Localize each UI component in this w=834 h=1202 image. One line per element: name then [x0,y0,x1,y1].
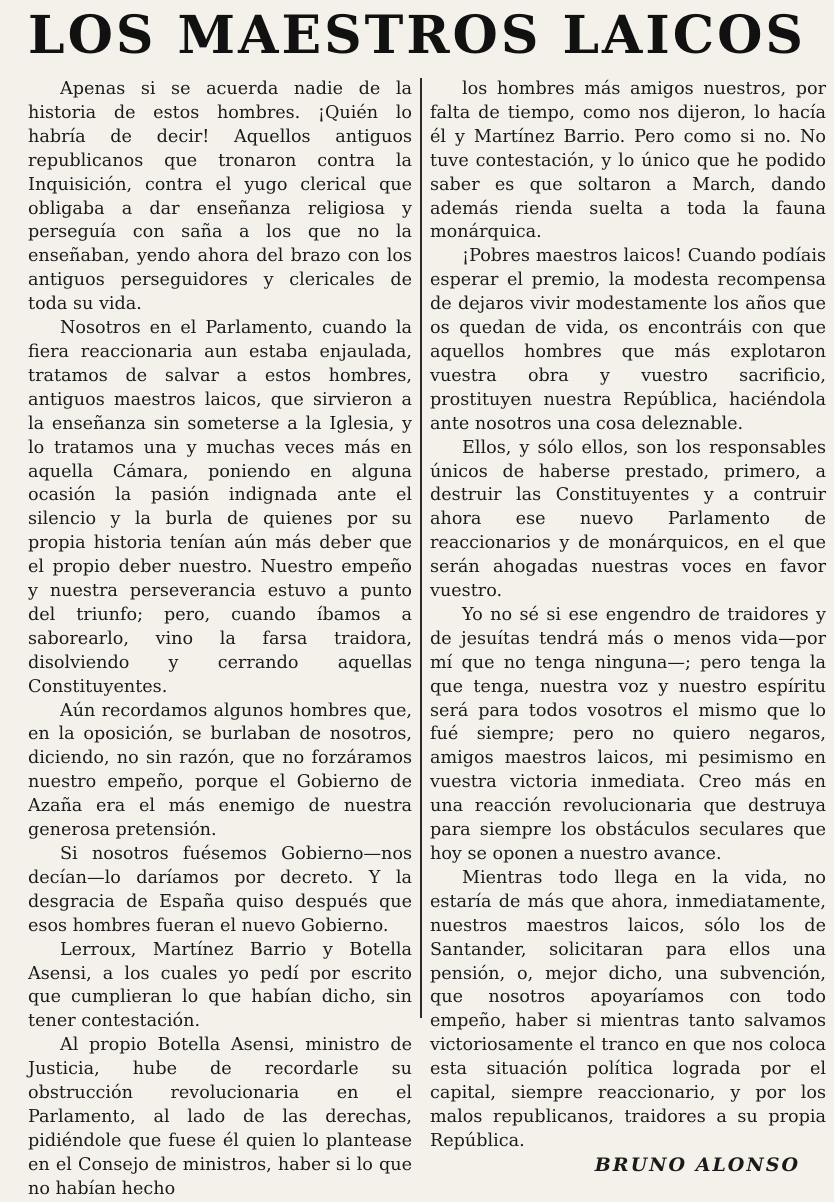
article-headline: LOS MAESTROS LAICOS [28,5,806,66]
paragraph: ¡Pobres maestros laicos! Cuando podíais esperar el premio, la modesta recompensa de dejaros vivir modestamente los años que os quedan de vida, os encontráis con que aquellos hombres que más explotaron vuestra obra y vuestro sacrificio, prostituyen nuestra República, haciéndola ante nosotros una cosa deleznable. [430,246,826,434]
paragraph: Mientras todo llega en la vida, no estaría de más que ahora, inmediatamente, nuestros maestros laicos, sólo los de Santander, solicitaran para ellos una pensión, o, mejor dicho, una subvención, que nosotros apoyaríamos con todo empeño, haber si mientras tanto salvamos victoriosamente el tranco en que nos coloca esta situación política lograda por el capital, siempre reaccionario, y por los malos republicanos, traidores a su propia República. [430,867,826,1151]
paragraph: Si nosotros fuésemos Gobierno—nos decían—lo daríamos por decreto. Y la desgracia de España quiso después que esos hombres fueran el nuevo Gobierno. [28,844,412,936]
paragraph: Al propio Botella Asensi, ministro de Justicia, hube de recordarle su obstrucción revolucionaria en el Parlamento, al lado de las derechas, pidiéndole que fuese él quien lo plantease en el Consejo de ministros, haber si lo que no habían hecho [28,1035,412,1199]
paragraph: Nosotros en el Parlamento, cuando la fiera reaccionaria aun estaba enjaulada, tratamos de salvar a estos hombres, antiguos maestros laicos, que sirvieron a la enseñanza sin someterse a la Iglesia, y lo tratamos una y muchas veces más en aquella Cámara, poniendo en alguna ocasión la pasión indignada ante el silencio y la burla de quienes por su propia historia tenían aún más deber que el propio deber nuestro. Nuestro empeño y nuestra perseverancia estuvo a punto del triunfo; pero, cuando íbamos a saborearlo, vino la farsa traidora, disolviendo y cerrando aquellas Constituyentes. [28,318,412,697]
paragraph: Lerroux, Martínez Barrio y Botella Asensi, a los cuales yo pedí por escrito que cumplieran lo que habían dicho, sin tener contestación. [28,939,412,1032]
paragraph: Ellos, y sólo ellos, son los responsables únicos de haberse prestado, primero, a destruir las Constituyentes y a contruir ahora ese nuevo Parlamento de reaccionarios y de monárquicos, en el que serán ahogadas nuestras voces en favor vuestro. [430,437,826,602]
left-column [28,78,412,1202]
paragraph: los hombres más amigos nuestros, por falta de tiempo, como nos dijeron, lo hacía él y Martínez Barrio. Pero como si no. No tuve contestación, y lo único que he podido saber es que soltaron a March, dando además rienda suelta a toda la fauna monárquica. [430,79,826,243]
column-divider [420,78,422,1018]
paragraph: Apenas si se acuerda nadie de la historia de estos hombres. ¡Quién lo habría de decir! Aquellos antiguos republicanos que tronaron contra la Inquisición, contra el yugo clerical que obligaba a dar enseñanza religiosa y perseguía con saña a los que no la enseñaban, yendo ahora del brazo con los antiguos perseguidores y clericales de toda su vida. [28,79,412,315]
right-column [430,78,826,1177]
paragraph: Aún recordamos algunos hombres que, en la oposición, se burlaban de nosotros, diciendo, no sin razón, que no forzáramos nuestro empeño, porque el Gobierno de Azaña era el más enemigo de nuestra generosa pretensión. [28,700,412,841]
paragraph: Yo no sé si ese engendro de traidores y de jesuítas tendrá más o menos vida—por mí que no tenga ninguna—; pero tenga la que tenga, nuestra voz y nuestro espíritu será para todos vosotros el mismo que lo fué siempre; pero no quiero negaros, amigos maestros laicos, mi pesimismo en vuestra victoria inmediata. Creo más en una reacción revolucionaria que destruya para siempre los obstáculos seculares que hoy se oponen a nuestro avance. [430,604,826,864]
author-signature: BRUNO ALONSO [594,1153,800,1176]
